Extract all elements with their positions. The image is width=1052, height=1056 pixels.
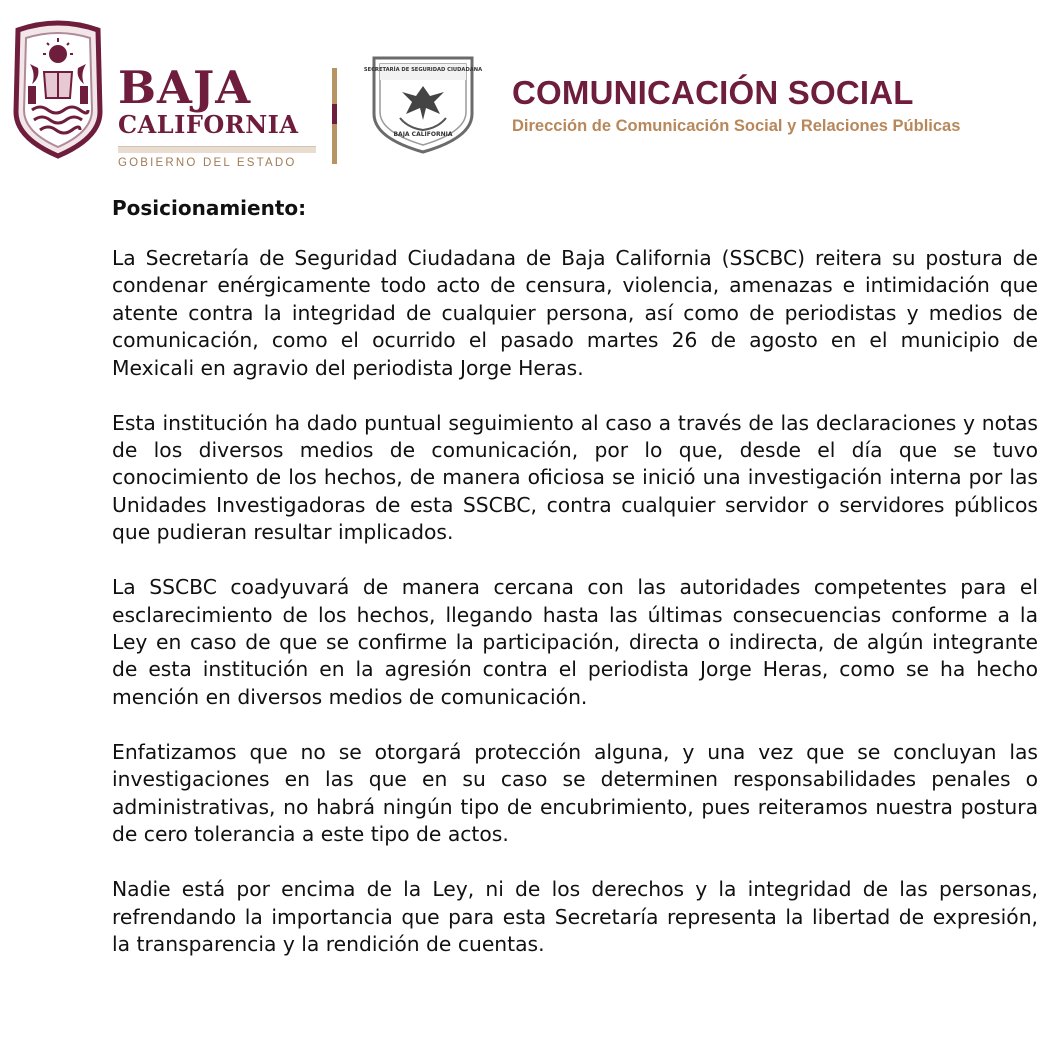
statement-paragraph: Enfatizamos que no se otorgará protección alguna, y una vez que se concluyan las investigaciones en las que en su caso se determinen responsabilidades penales o administrativas, no habrá ningún tipo de encubrimiento, pues reiteramos nuestra postura de cero tolerancia a este tipo de actos. [112, 739, 1038, 847]
communication-subtitle: Dirección de Comunicación Social y Relaciones Públicas [512, 117, 961, 135]
letterhead [0, 0, 1052, 180]
statement-paragraph: La SSCBC coadyuvará de manera cercana con las autoridades competentes para el esclarecimiento de los hechos, llegando hasta las últimas consecuencias conforme a la Ley en caso de que se confirme la participación, directa o indirecta, de algún integrante de esta institución en la agresión contra el periodista Jorge Heras, como se ha hecho mención en diversos medios de comunicación. [112, 575, 1038, 709]
baja-california-coat-of-arms-icon [10, 20, 106, 158]
statement-paragraph: Esta institución ha dado puntual seguimiento al caso a través de las declaraciones y notas de los diversos medios de comunicación, por lo que, desde el día que se tuvo conocimiento de los hechos, de manera oficiosa se inició una investigación interna por las Unidades Investigadoras de esta SSCBC, contra cualquier servidor o servidores públicos que pudieran resultar implicados. [112, 410, 1038, 545]
sscbc-seal-icon [363, 52, 483, 156]
brand-baja: BAJA [118, 61, 252, 114]
brand-tagline: GOBIERNO DEL ESTADO [118, 157, 297, 169]
state-brand [118, 61, 323, 169]
sscbc-seal-top-text: SECRETARÍA DE SEGURIDAD CIUDADANA [363, 67, 483, 73]
brand-divider [118, 146, 316, 153]
header-divider-accent [332, 104, 337, 124]
statement-paragraph: La Secretaría de Seguridad Ciudadana de Baja California (SSCBC) reitera su postura de condenar enérgicamente todo acto de censura, violencia, amenazas e intimidación que atente contra la integridad de cualquier persona, así como de periodistas y medios de comunicación, como el ocurrido el pasado martes 26 de agosto en el municipio de Mexicali en agravio del periodista Jorge Heras. [112, 246, 1038, 380]
statement-body [112, 193, 1038, 986]
communication-title: COMUNICACIÓN SOCIAL [512, 74, 914, 111]
sscbc-seal-bottom-text: BAJA CALIFORNIA [393, 131, 453, 138]
statement-heading: Posicionamiento: [112, 196, 307, 220]
statement-paragraph: Nadie está por encima de la Ley, ni de los derechos y la integridad de las personas, refrendando la importancia que para esta Secretaría representa la libertad de expresión, la transparencia y la rendición de cuentas. [112, 877, 1038, 956]
brand-california: CALIFORNIA [118, 110, 299, 139]
